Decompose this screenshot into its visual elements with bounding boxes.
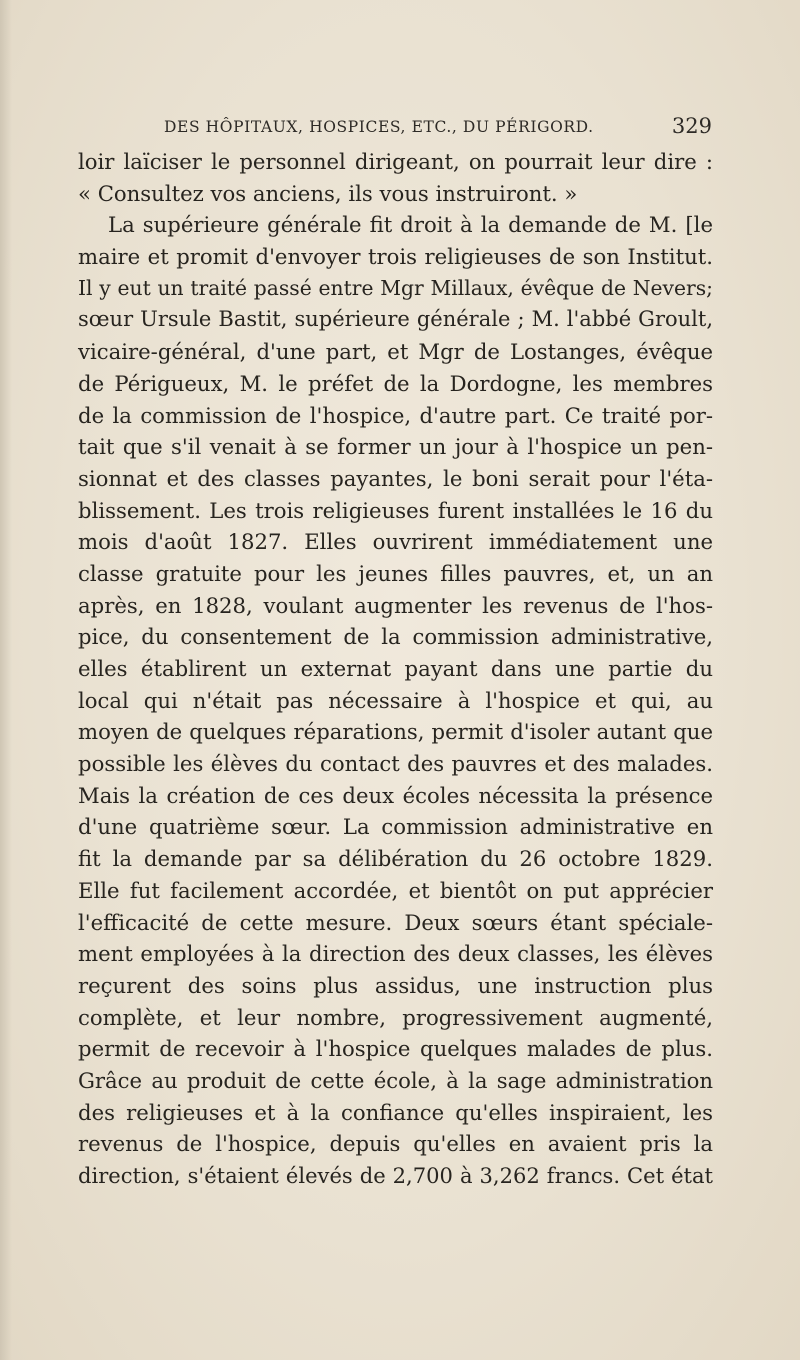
text-line: « Consultez vos anciens, ils vous instruiront. » — [78, 180, 578, 206]
text-line: complète, et leur nombre, progressivement augmenté, — [78, 1004, 713, 1030]
text-line: maire et promit d'envoyer trois religieuses de son Institut. — [78, 244, 713, 270]
text-line: Elle fut facilement accordée, et bientôt on put apprécier — [78, 877, 713, 903]
text-line: local qui n'était pas nécessaire à l'hospice et qui, au — [78, 687, 713, 713]
text-line: des religieuses et à la confiance qu'elles inspiraient, les — [78, 1099, 713, 1125]
text-line: fit la demande par sa délibération du 26 octobre 1829. — [78, 846, 713, 872]
body-text — [78, 146, 713, 1192]
text-line: moyen de quelques réparations, permit d'isoler autant que — [78, 719, 713, 745]
text-line: classe gratuite pour les jeunes filles pauvres, et, un an — [78, 560, 713, 586]
text-line: elles établirent un externat payant dans une partie du — [78, 656, 713, 681]
text-line: après, en 1828, voulant augmenter les revenus de l'hos- — [78, 592, 713, 618]
text-line: Il y eut un traité passé entre Mgr Millaux, évêque de Nevers; — [78, 275, 713, 300]
text-line: mois d'août 1827. Elles ouvrirent immédiatement une — [78, 529, 713, 555]
text-line: de Périgueux, M. le préfet de la Dordogne, les membres — [78, 370, 713, 396]
text-line: loir laïciser le personnel dirigeant, on pourrait leur dire : — [78, 149, 713, 174]
text-line: Mais la création de ces deux écoles nécessita la présence — [78, 782, 713, 808]
text-line: possible les élèves du contact des pauvres et des malades. — [78, 751, 713, 777]
text-line: reçurent des soins plus assidus, une instruction plus — [78, 972, 713, 998]
text-line: l'efficacité de cette mesure. Deux sœurs étant spéciale- — [78, 909, 713, 935]
running-title: DES HÔPITAUX, HOSPICES, ETC., DU PÉRIGORD. — [164, 118, 594, 136]
page-gutter-shadow — [0, 0, 12, 1360]
page-header — [164, 114, 712, 140]
text-line: revenus de l'hospice, depuis qu'elles en avaient pris la — [78, 1131, 713, 1157]
text-line: ment employées à la direction des deux classes, les élèves — [78, 941, 713, 967]
text-line: La supérieure générale fit droit à la demande de M. [le — [108, 212, 713, 238]
text-line: Grâce au produit de cette école, à la sage administration — [78, 1067, 713, 1093]
text-line: sionnat et des classes payantes, le boni serait pour l'éta- — [78, 465, 713, 491]
text-line: d'une quatrième sœur. La commission administrative en — [78, 814, 713, 840]
text-line: de la commission de l'hospice, d'autre part. Ce traité por- — [78, 402, 713, 428]
text-line: tait que s'il venait à se former un jour à l'hospice un pen- — [78, 434, 713, 460]
text-line: permit de recevoir à l'hospice quelques malades de plus. — [78, 1036, 713, 1062]
text-line: pice, du consentement de la commission administrative, — [78, 624, 713, 650]
text-line: direction, s'étaient élevés de 2,700 à 3,262 francs. Cet état — [78, 1163, 713, 1188]
text-line: vicaire-général, d'une part, et Mgr de Lostanges, évêque — [78, 339, 713, 365]
text-line: blissement. Les trois religieuses furent installées le 16 du — [78, 497, 713, 523]
page-number: 329 — [671, 114, 712, 138]
text-line: sœur Ursule Bastit, supérieure générale ; M. l'abbé Groult, — [78, 307, 713, 332]
